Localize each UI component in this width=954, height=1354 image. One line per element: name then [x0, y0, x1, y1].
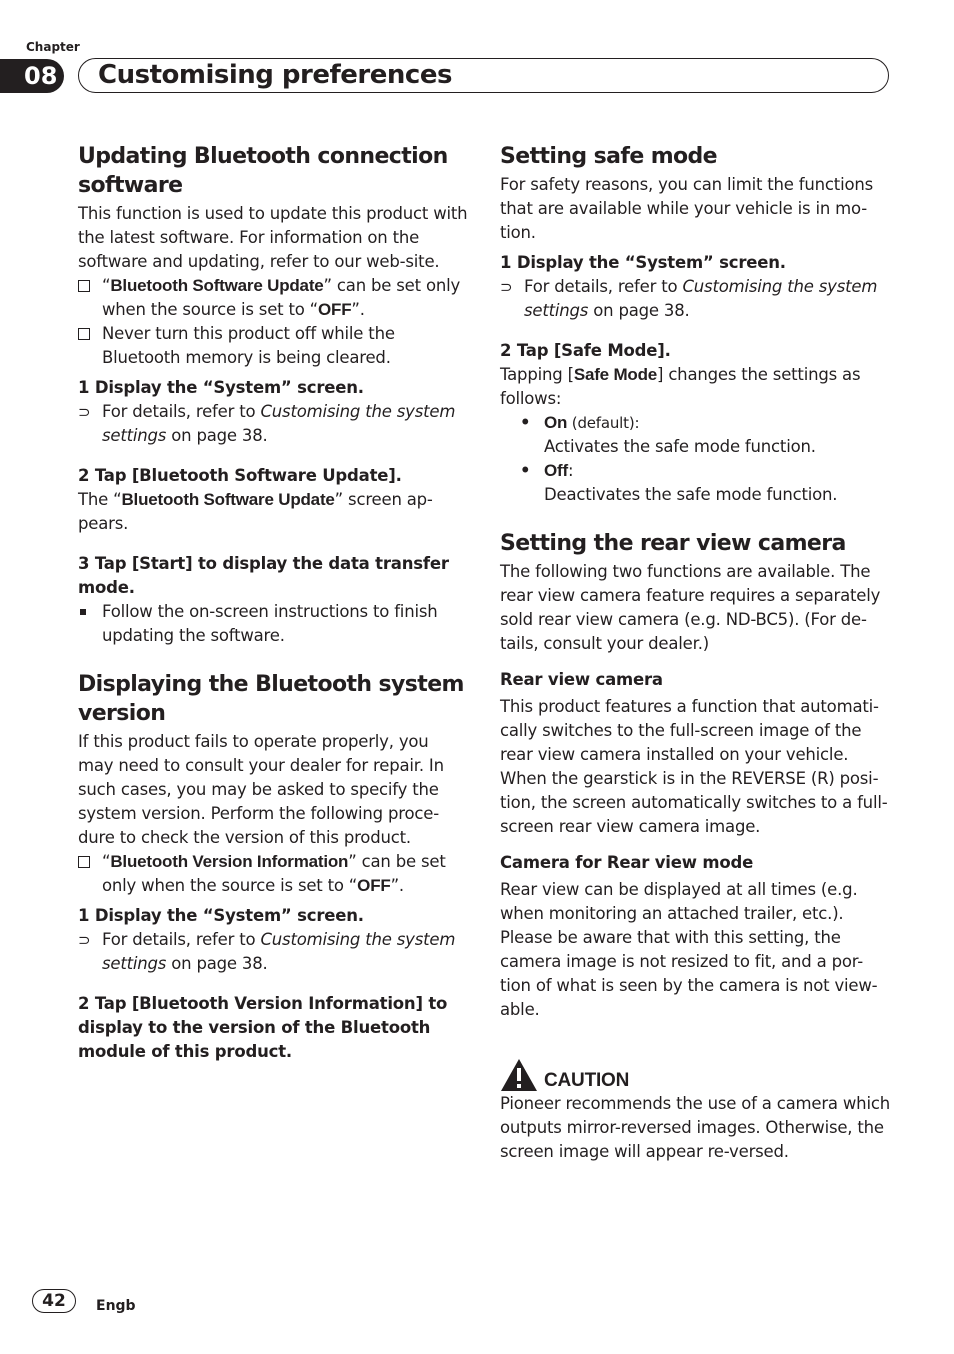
reference-item: ⊃ For details, refer to Customising the system settings on page 38. — [500, 277, 878, 320]
subsection-heading: Camera for Rear view mode — [500, 853, 754, 872]
list-item: Follow the on-screen instructions to finish updating the software. — [78, 600, 468, 648]
chapter-label: Chapter — [26, 40, 80, 54]
paragraph: Rear view can be displayed at all times (e.g. when monitoring an attached trailer, etc.). Please be aware that with this setting, the camera image is not resized to fit, and a por-tion of what is seen by the camera is not view-able. — [500, 880, 878, 1019]
paragraph: This function is used to update this product with the latest software. For information on the software and updating, refer to our web-site. — [78, 204, 468, 271]
step-heading: 1 Display the “System” screen. — [78, 906, 364, 925]
step-heading: 2 Tap [Bluetooth Software Update]. — [78, 466, 402, 485]
note-item: “Bluetooth Software Update” can be set only when the source is set to “OFF”. — [78, 274, 468, 322]
square-bullet-icon — [80, 609, 86, 615]
step-heading: 1 Display the “System” screen. — [78, 378, 364, 397]
step-heading: 2 Tap [Bluetooth Version Information] to display to the version of the Bluetooth module of this product. — [78, 994, 448, 1061]
page-title: Customising preferences — [98, 60, 452, 90]
chapter-number: 08 — [0, 59, 64, 93]
arrow-icon: ⊃ — [500, 278, 513, 296]
checkbox-note-icon — [78, 856, 90, 868]
paragraph: This product features a function that automati-cally switches to the full-screen image of the rear view camera installed on your vehicle. When the gearstick is in the REVERSE (R) posi-tion, the screen automatically switches to a full-screen rear view camera image. — [500, 697, 888, 836]
section-heading: Setting safe mode — [500, 144, 718, 169]
step-heading: 3 Tap [Start] to display the data transfer mode. — [78, 554, 449, 597]
warning-triangle-icon — [500, 1058, 538, 1092]
page-number: 42 — [32, 1289, 76, 1313]
list-item: • On (default): — [500, 411, 892, 435]
language-code: Engb — [96, 1298, 136, 1314]
paragraph: Tapping [Safe Mode] changes the settings as follows: — [500, 365, 861, 408]
reference-item: ⊃ For details, refer to Customising the system settings on page 38. — [78, 930, 456, 973]
list-item: • Off: — [500, 459, 892, 483]
section-heading: Displaying the Bluetooth system version — [78, 672, 464, 726]
paragraph: Pioneer recommends the use of a camera which outputs mirror-reversed images. Otherwise, the screen image will appear re-versed. — [500, 1094, 890, 1161]
paragraph: For safety reasons, you can limit the functions that are available while your vehicle is in mo-tion. — [500, 175, 874, 242]
right-column — [500, 142, 892, 1164]
paragraph: The following two functions are available. The rear view camera feature requires a separately sold rear view camera (e.g. ND-BC5). (For de-tails, consult your dealer.) — [500, 562, 881, 653]
checkbox-note-icon — [78, 280, 90, 292]
bullet-icon: • — [520, 413, 531, 432]
arrow-icon: ⊃ — [78, 931, 91, 949]
paragraph: If this product fails to operate properly, you may need to consult your dealer for repair. In such cases, you may be asked to specify the system version. Perform the following proce-dure to check the version of this product. — [78, 732, 444, 847]
option-description: Activates the safe mode function. — [544, 437, 816, 456]
note-item: “Bluetooth Version Information” can be set only when the source is set to “OFF”. — [78, 850, 468, 898]
arrow-icon: ⊃ — [78, 403, 91, 421]
caution-label: CAUTION — [544, 1070, 630, 1091]
option-description: Deactivates the safe mode function. — [544, 485, 838, 504]
step-heading: 1 Display the “System” screen. — [500, 253, 786, 272]
subsection-heading: Rear view camera — [500, 670, 663, 689]
section-heading: Updating Bluetooth connection software — [78, 144, 448, 198]
caution-header — [500, 1058, 892, 1092]
checkbox-note-icon — [78, 328, 90, 340]
note-item: Never turn this product off while the Bluetooth memory is being cleared. — [78, 322, 468, 370]
section-heading: Setting the rear view camera — [500, 531, 846, 556]
step-heading: 2 Tap [Safe Mode]. — [500, 341, 671, 360]
left-column — [78, 142, 468, 1064]
paragraph: The “Bluetooth Software Update” screen ap-pears. — [78, 490, 433, 533]
bullet-icon: • — [520, 461, 531, 480]
reference-item: ⊃ For details, refer to Customising the system settings on page 38. — [78, 402, 456, 445]
